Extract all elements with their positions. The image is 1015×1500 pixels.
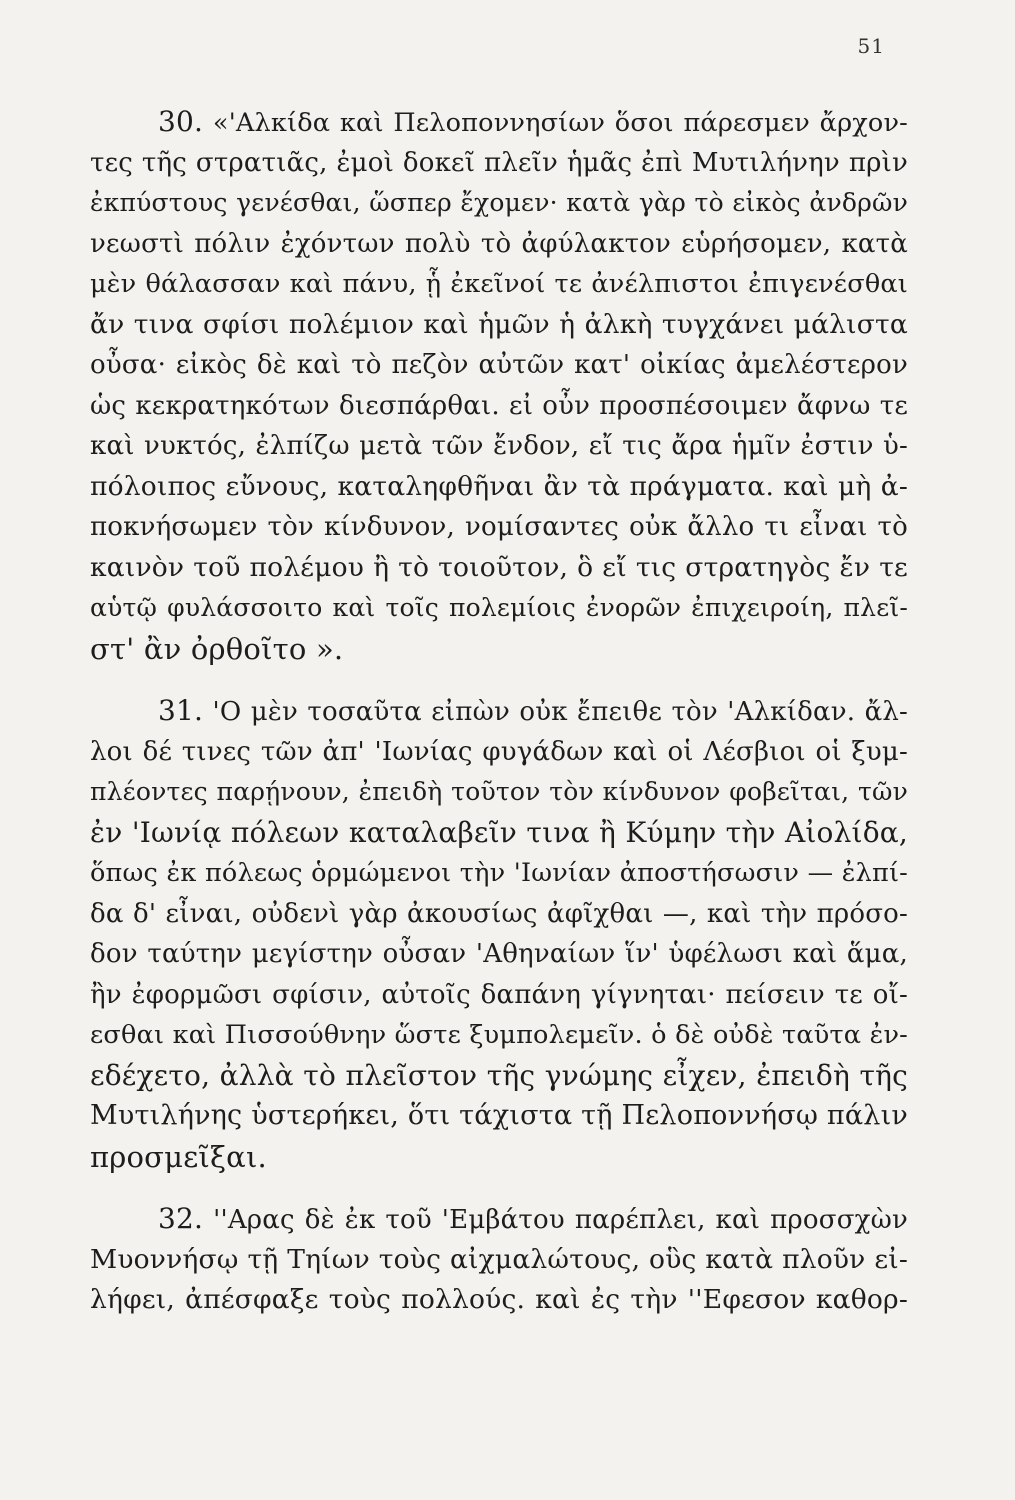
text-line: εδέχετο, ἀλλὰ τὸ πλεῖστον τῆς γνώμης εἶχεν, ἐπειδὴ τῆς [90, 1058, 908, 1092]
text-line: Μυτιλήνης ὑστερήκει, ὅτι τάχιστα τῇ Πελοποννήσῳ πάλιν [90, 1100, 908, 1131]
text-line: ἐν 'Ιωνίᾳ πόλεων καταλαβεῖν τινα ἢ Κύμην τὴν Αἰολίδα, [90, 815, 908, 849]
paragraph-gap [90, 1177, 908, 1199]
text-line: τες τῆς στρατιᾶς, ἐμοὶ δοκεῖ πλεῖν ἡμᾶς ἐπὶ Μυτιλήνην πρὶν [90, 147, 908, 178]
text-line: πόλοιπος εὔνους, καταληφθῆναι ἂν τὰ πράγματα. καὶ μὴ ἀ- [90, 470, 908, 502]
text-line: καινὸν τοῦ πολέμου ἢ τὸ τοιοῦτον, ὃ εἴ τις στρατηγὸς ἔν τε [90, 551, 908, 583]
text-line: οὖσα· εἰκὸς δὲ καὶ τὸ πεζὸν αὐτῶν κατ' οἰκίας ἀμελέστερον [90, 350, 908, 380]
text-line: δον ταύτην μεγίστην οὖσαν 'Αθηναίων ἵν' ὑφέλωσι καὶ ἅμα, [90, 939, 908, 969]
text-line: 'Ο μὲν τοσαῦτα εἰπὼν οὐκ ἔπειθε τὸν 'Αλκίδαν. ἄλ- [212, 697, 908, 727]
page-number: 51 [857, 34, 885, 58]
text-line: εσθαι καὶ Πισσούθνην ὥστε ξυμπολεμεῖν. ὁ δὲ οὐδὲ ταῦτα ἐν- [90, 1020, 908, 1050]
text-body [90, 102, 908, 1321]
text-line: Μυοννήσῳ τῇ Τηίων τοὺς αἰχμαλώτους, οὓς κατὰ πλοῦν εἰ- [90, 1243, 908, 1275]
paragraph-30-line-1 [90, 102, 908, 143]
text-line: ποκνήσωμεν τὸν κίνδυνον, νομίσαντες οὐκ ἄλλο τι εἶναι τὸ [90, 512, 908, 542]
text-line: «'Αλκίδα καὶ Πελοποννησίων ὅσοι πάρεσμεν ἄρχον- [212, 108, 909, 138]
text-line: ὡς κεκρατηκότων διεσπάρθαι. εἰ οὖν προσπέσοιμεν ἄφνω τε [90, 390, 908, 421]
section-number: 30. [158, 105, 204, 138]
text-line: ὅπως ἐκ πόλεως ὁρμώμενοι τὴν 'Ιωνίαν ἀποστήσωσιν — ἐλπί- [90, 858, 908, 888]
text-line: ''Αρας δὲ ἐκ τοῦ 'Εμβάτου παρέπλει, καὶ προσσχὼν [213, 1205, 909, 1235]
text-line: προσμεῖξαι. [90, 1139, 267, 1174]
paragraph-31-line-1 [90, 691, 908, 732]
text-line: μὲν θάλασσαν καὶ πάνυ, ᾗ ἐκεῖνοί τε ἀνέλπιστοι ἐπιγενέσθαι [90, 269, 908, 299]
paragraph-gap [90, 669, 908, 691]
text-line: δα δ' εἶναι, οὐδενὶ γὰρ ἀκουσίως ἀφῖχθαι —, καὶ τὴν πρόσο- [90, 898, 908, 929]
text-line: λοι δέ τινες τῶν ἀπ' 'Ιωνίας φυγάδων καὶ οἱ Λέσβιοι οἱ ξυμ- [90, 736, 908, 767]
text-line: ἢν ἐφορμῶσι σφίσιν, αὐτοῖς δαπάνη γίγνηται· πείσειν τε οἴ- [90, 979, 908, 1010]
text-line: λήφει, ἀπέσφαξε τοὺς πολλούς. καὶ ἐς τὴν ''Εφεσον καθορ- [90, 1284, 908, 1315]
text-line: ἄν τινα σφίσι πολέμιον καὶ ἡμῶν ἡ ἀλκὴ τυγχάνει μάλιστα [90, 308, 908, 340]
section-number: 31. [158, 694, 204, 727]
text-line: ἐκπύστους γενέσθαι, ὥσπερ ἔχομεν· κατὰ γὰρ τὸ εἰκὸς ἀνδρῶν [90, 188, 908, 217]
text-line: πλέοντες παρῄνουν, ἐπειδὴ τοῦτον τὸν κίνδυνον φοβεῖται, τῶν [90, 777, 908, 806]
text-line: νεωστὶ πόλιν ἐχόντων πολὺ τὸ ἀφύλακτον εὑρήσομεν, κατὰ [90, 228, 908, 259]
text-line: στ' ἂν ὀρθοῖτο ». [90, 631, 344, 666]
paragraph-32-line-1 [90, 1199, 908, 1240]
text-line: αὑτῷ φυλάσσοιτο καὶ τοῖς πολεμίοις ἐνορῶν ἐπιχειροίη, πλεῖ- [90, 593, 908, 622]
section-number: 32. [158, 1202, 204, 1235]
text-line: καὶ νυκτός, ἐλπίζω μετὰ τῶν ἔνδον, εἴ τις ἄρα ἡμῖν ἐστιν ὑ- [90, 431, 908, 461]
